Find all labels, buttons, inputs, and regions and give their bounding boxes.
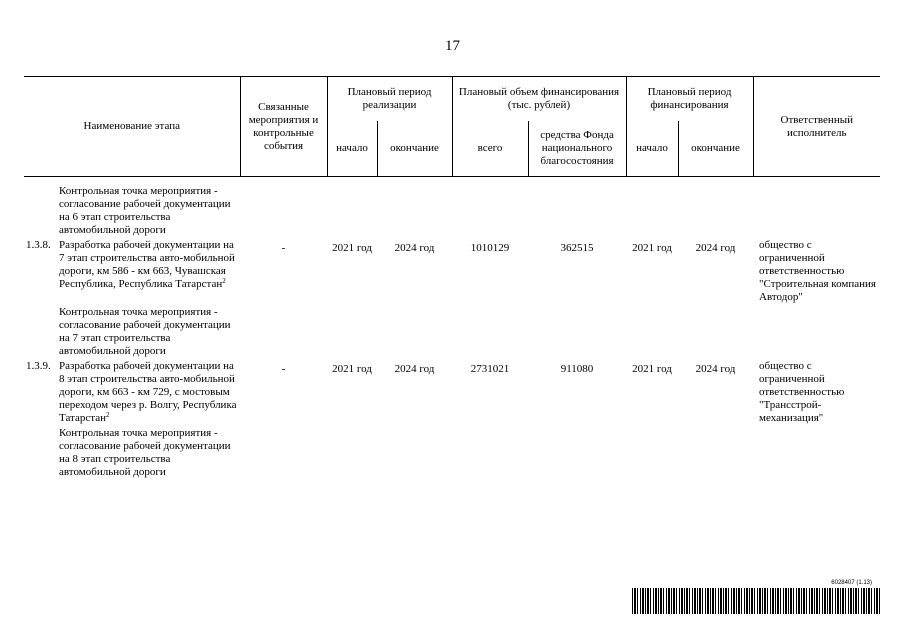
fin-end: 2024 год bbox=[695, 242, 736, 254]
header-related-events: Связанные мероприятия и контрольные события bbox=[240, 77, 327, 177]
row-number: 1.3.8. bbox=[26, 239, 51, 251]
responsible-executor: общество с ограниченной ответственностью "Трансстрой-механизация" bbox=[759, 360, 845, 424]
fin-end: 2024 год bbox=[695, 363, 736, 375]
header-stage-name: Наименование этапа bbox=[24, 77, 240, 177]
page-number: 17 bbox=[445, 38, 460, 54]
header-total: всего bbox=[452, 121, 528, 177]
header-impl-start: начало bbox=[327, 121, 377, 177]
header-responsible: Ответственный исполнитель bbox=[753, 77, 880, 177]
fin-start: 2021 год bbox=[632, 242, 672, 254]
total-financing: 2731021 bbox=[470, 363, 510, 375]
impl-start: 2021 год bbox=[332, 363, 372, 375]
checkpoint-text: Контрольная точка мероприятия - согласование рабочей документации на 6 этап строительства автомобильной дороги bbox=[59, 185, 231, 236]
header-plan-period-impl: Плановый период реализации bbox=[327, 77, 452, 121]
stage-name: Разработка рабочей документации на 7 этап строительства авто-мобильной дороги, км 586 - км 663, Чувашская Республика, Республика Татарстан$^2$ bbox=[59, 239, 235, 290]
stage-name: Разработка рабочей документации на 8 этап строительства авто-мобильной дороги, км 663 - км 729, с мостовым переходом через р. Волгу, Республика Татарстан$^2$ bbox=[59, 360, 237, 424]
header-fin-end: окончание bbox=[678, 121, 753, 177]
table-row bbox=[24, 177, 880, 240]
stages-table bbox=[24, 76, 880, 481]
fund-financing: 362515 bbox=[560, 242, 594, 254]
table-row bbox=[24, 239, 880, 304]
total-financing: 1010129 bbox=[470, 242, 510, 254]
header-fin-start: начало bbox=[626, 121, 678, 177]
related-events: - bbox=[281, 242, 286, 254]
fin-start: 2021 год bbox=[632, 363, 672, 375]
checkpoint-text: Контрольная точка мероприятия - согласование рабочей документации на 8 этап строительства автомобильной дороги bbox=[59, 427, 231, 478]
header-plan-period-fin: Плановый период финансирования bbox=[626, 77, 753, 121]
barcode bbox=[632, 579, 880, 614]
impl-end: 2024 год bbox=[394, 242, 435, 254]
row-number: 1.3.9. bbox=[26, 360, 51, 372]
barcode-bars bbox=[632, 588, 880, 614]
footnote-mark: 2 bbox=[222, 277, 226, 285]
header-fund: средства Фонда национального благосостояния bbox=[528, 121, 626, 177]
header-plan-volume: Плановый объем финансирования (тыс. рублей) bbox=[452, 77, 626, 121]
related-events: - bbox=[281, 363, 286, 375]
table-row bbox=[24, 425, 880, 481]
header-impl-end: окончание bbox=[377, 121, 452, 177]
barcode-number: 6028407 (1.13) bbox=[831, 580, 872, 586]
impl-end: 2024 год bbox=[394, 363, 435, 375]
fund-financing: 911080 bbox=[560, 363, 594, 375]
checkpoint-text: Контрольная точка мероприятия - согласование рабочей документации на 7 этап строительства автомобильной дороги bbox=[59, 306, 231, 357]
footnote-mark: 2 bbox=[105, 411, 110, 419]
table-row bbox=[24, 360, 880, 425]
responsible-executor: общество с ограниченной ответственностью "Строительная компания Автодор" bbox=[759, 239, 876, 303]
impl-start: 2021 год bbox=[332, 242, 372, 254]
table-row bbox=[24, 304, 880, 360]
